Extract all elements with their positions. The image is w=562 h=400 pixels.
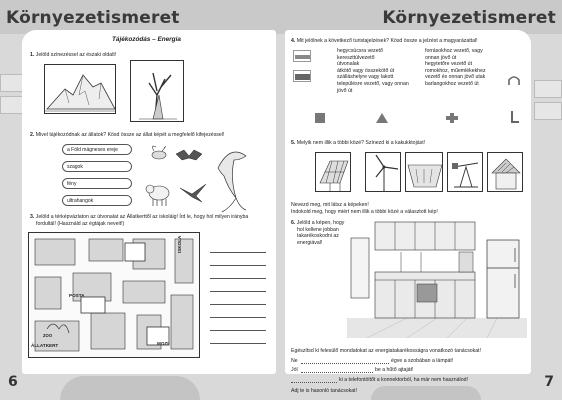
fill-sentence-3-end: ki a telefontöltőt a konnektorból, ha már nem használod!	[339, 377, 468, 383]
trail-mark-cross[interactable]	[293, 50, 311, 62]
trail-mark-plus[interactable]	[445, 112, 459, 124]
answer-line[interactable]	[210, 252, 266, 253]
map-sketch[interactable]	[28, 232, 200, 358]
trail-mark-square[interactable]	[313, 112, 327, 124]
q4-option[interactable]: forrásokhoz vezető, vagy	[425, 48, 483, 54]
map-label-posta: POSTA	[69, 293, 85, 298]
swallow-icon[interactable]	[178, 182, 208, 204]
option-smell[interactable]: szagok	[62, 161, 132, 172]
option-light[interactable]: fény	[62, 178, 132, 189]
fill-blank-1[interactable]	[301, 363, 389, 364]
q4-col1	[337, 48, 409, 94]
page-number: 7	[544, 374, 554, 390]
worksheet	[22, 30, 276, 374]
solar-panel-image[interactable]	[315, 152, 351, 192]
q4-option[interactable]: átkötő vagy összekötő út	[337, 67, 395, 74]
question-4: 4. Mit jelölnek a következő turistajelzések? Kösd össze a jelzést a magyarázattal!	[291, 38, 478, 44]
question-1: 1. Jelöld színezéssel az északi oldalt!	[30, 52, 117, 58]
dam-image[interactable]	[405, 152, 443, 192]
answer-line[interactable]	[210, 330, 266, 331]
side-tab	[534, 102, 562, 120]
option-magnetic[interactable]: a Föld mágneses ereje	[62, 144, 132, 155]
trail-mark-arch[interactable]	[507, 74, 521, 86]
page-number: 6	[8, 374, 18, 390]
q4-option[interactable]: romokhoz, műemlékekhez	[425, 67, 486, 74]
option-ultrasound[interactable]: ultrahangok	[62, 195, 132, 206]
side-tab	[534, 80, 562, 98]
footer-curve	[371, 386, 481, 400]
trail-mark-triangle[interactable]	[375, 112, 389, 124]
question-3: 3. Jelöld a térképvázlaton az útvonalat az Állatkerttől az iskoláig! Írd le, hogy hol milyen irányba	[30, 214, 249, 220]
answer-line[interactable]	[210, 304, 266, 305]
question-3-line2: fordultál! (Használd az égtájak neveit!)	[36, 220, 125, 227]
q4-option[interactable]: útvonalak	[337, 61, 360, 68]
q4-option[interactable]: településre vezető, vagy onnan	[337, 80, 409, 87]
answer-line[interactable]	[210, 265, 266, 266]
bat-icon[interactable]	[174, 146, 204, 166]
q4-option[interactable]: vezető és onnan jövő utak	[425, 74, 486, 81]
map-label-iskola: ISKOLA	[177, 235, 182, 253]
tree-image[interactable]	[130, 60, 184, 122]
section-subtitle: Tájékozódás – Energia	[112, 36, 181, 43]
map-label-allatkert: ÁLLATKERT	[31, 343, 59, 348]
worksheet	[285, 30, 531, 374]
lamb-icon[interactable]	[144, 180, 174, 208]
q4-option[interactable]: hegytetőre vezető út	[425, 61, 473, 68]
q4-option[interactable]: jövő út	[337, 87, 353, 94]
q4-option[interactable]: onnan jövő út	[425, 54, 457, 61]
q4-option[interactable]: szálláshelyre vagy lakott	[337, 74, 394, 81]
map-label-zoo: ZOO	[43, 333, 53, 338]
fill-sentence-1-end: égve a szobában a lámpát!	[391, 358, 454, 364]
question-6-line: hol kellene jobban	[297, 226, 339, 233]
right-page	[281, 0, 562, 400]
dolphin-icon[interactable]	[210, 138, 254, 216]
q4-col2	[425, 48, 486, 88]
fill-blank-3[interactable]	[291, 382, 337, 383]
question-6-line: takarékoskodni az	[297, 233, 339, 240]
bottom-intro: Egészítsd ki felesülő mondatokat az energiatakarékosságra vonatkozó tanácsokat!	[291, 348, 482, 354]
q4-option[interactable]: kereszttúlvezető	[337, 54, 375, 61]
answer-line[interactable]	[210, 278, 266, 279]
answer-line[interactable]	[210, 343, 266, 344]
mountain-image[interactable]	[44, 64, 116, 114]
question-2: 2. Mivel tájékozódnak az állatok? Kösd össze az állat képét a megfelelő kifejezéssel!	[30, 132, 225, 138]
answer-line[interactable]	[210, 291, 266, 292]
page-title: Környezetismeret	[382, 8, 556, 28]
question-6-line: energiával!	[297, 239, 323, 246]
q5-instruction-1: Nevezd meg, mit látsz a képeken!	[291, 202, 369, 208]
answer-line[interactable]	[210, 317, 266, 318]
question-6: 6. Jelöld a képen, hogy	[291, 220, 345, 226]
solar-roof-image[interactable]	[487, 152, 523, 192]
trail-mark-L[interactable]	[509, 110, 521, 124]
wind-turbine-image[interactable]	[365, 152, 401, 192]
question-5: 5. Melyik nem illik a többi közé? Színezd ki a kakukktojást!	[291, 140, 426, 146]
advice-prompt: Adj te is hasonló tanácsokat!	[291, 388, 358, 394]
map-label-mozi: MOZI	[157, 341, 169, 346]
trail-mark-bar[interactable]	[293, 70, 311, 82]
page-title: Környezetismeret	[6, 8, 180, 28]
fill-sentence-2: Jól	[291, 367, 298, 373]
fill-blank-2[interactable]	[301, 372, 373, 373]
q4-option[interactable]: barlangokhoz vezető út	[425, 80, 479, 87]
kitchen-image[interactable]	[347, 218, 527, 338]
q5-instruction-2: Indokold meg, hogy miért nem illik a többi közé a választott kép!	[291, 208, 438, 215]
q4-option[interactable]: hegycsúcsra vezető	[337, 48, 383, 54]
fill-sentence-1: Ne	[291, 358, 298, 364]
footer-curve	[60, 376, 200, 400]
oil-pump-image[interactable]	[447, 152, 483, 192]
bee-icon[interactable]	[144, 142, 174, 164]
fill-sentence-2-end: be a hűtő ajtaját!	[375, 367, 414, 373]
